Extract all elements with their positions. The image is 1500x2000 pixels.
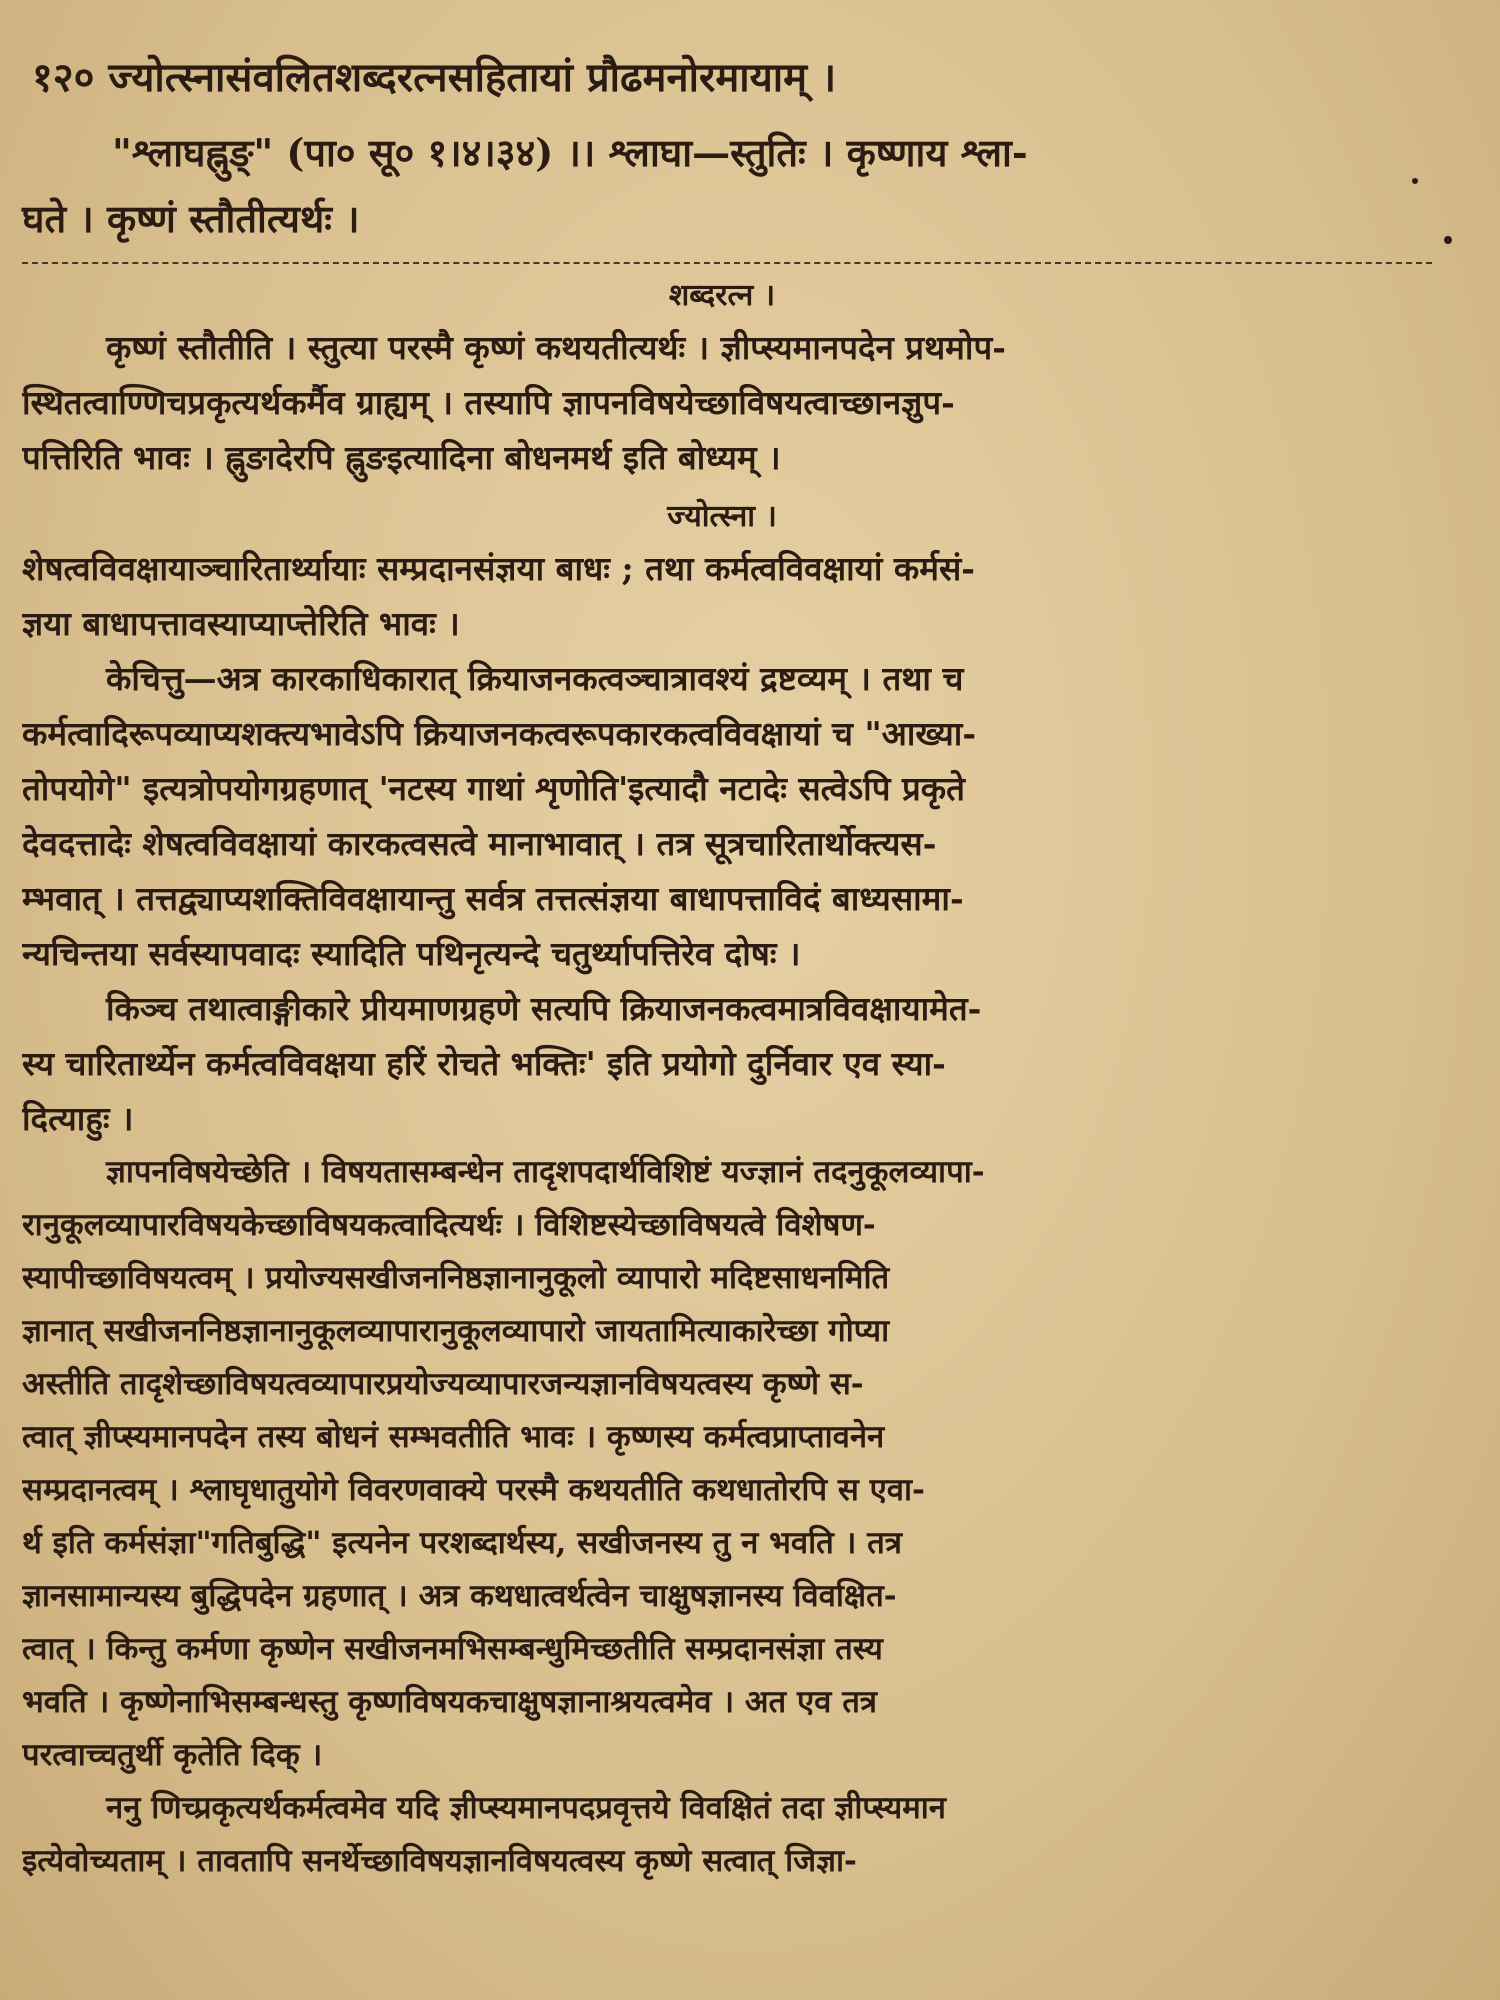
text-line: ज्ञया बाधापत्तावस्याप्याप्त्तेरिति भावः । bbox=[22, 604, 460, 643]
text-line: तोपयोगे" इत्यत्रोपयोगग्रहणात् 'नटस्य गाथां शृणोति'इत्यादौ नटादेः सत्वेऽपि प्रकृते bbox=[22, 769, 965, 808]
text-line: ज्ञानसामान्यस्य बुद्धिपदेन ग्रहणात् । अत्र कथधात्वर्थत्वेन चाक्षुषज्ञानस्य विवक्षित- bbox=[22, 1578, 897, 1614]
sutra-line: "श्लाघह्नुङ्" (पा० सू० १।४।३४) ।। श्लाघा—स्तुतिः । कृष्णाय श्ला- bbox=[112, 130, 1028, 175]
text-line: कृष्णं स्तौतीति । स्तुत्या परस्मै कृष्णं कथयतीत्यर्थः । ज्ञीप्स्यमानपदेन प्रथमोप- bbox=[106, 328, 1006, 367]
jyotsna-paragraph-3 bbox=[22, 981, 1422, 1146]
text-line: ज्ञापनविषयेच्छेति । विषयतासम्बन्धेन तादृशपदार्थविशिष्टं यज्ज्ञानं तदनुकूलव्यापा- bbox=[106, 1154, 985, 1190]
text-line: त्वात् । किन्तु कर्मणा कृष्णेन सखीजनमभिसम्बन्धुमिच्छतीति सम्प्रदानसंज्ञा तस्य bbox=[22, 1631, 883, 1667]
section-divider bbox=[22, 262, 1432, 264]
jyotsna-paragraph-5 bbox=[22, 1782, 1422, 1888]
sutra-line: घते । कृष्णं स्तौतीत्यर्थः । bbox=[22, 196, 360, 241]
jyotsna-heading: ज्योत्स्ना । bbox=[667, 499, 777, 534]
page bbox=[22, 50, 1422, 1888]
ink-speck bbox=[1444, 236, 1452, 244]
text-line: केचित्तु—अत्र कारकाधिकारात् क्रियाजनकत्वञ्चात्रावश्यं द्रष्टव्यम् । तथा च bbox=[106, 659, 964, 698]
text-line: दित्याहुः । bbox=[22, 1099, 134, 1138]
text-line: त्वात् ज्ञीप्स्यमानपदेन तस्य बोधनं सम्भवतीति भावः । कृष्णस्य कर्मत्वप्राप्तावनेन bbox=[22, 1419, 885, 1455]
shabdaratna-commentary bbox=[22, 320, 1422, 485]
jyotsna-paragraph-4 bbox=[22, 1146, 1422, 1782]
ink-speck bbox=[1412, 178, 1418, 184]
text-line: पत्तिरिति भावः । ह्नुङादेरपि ह्नुङइत्यादिना बोधनमर्थ इति बोध्यम् । bbox=[22, 438, 781, 477]
text-line: ज्ञानात् सखीजननिष्ठज्ञानानुकूलव्यापारानुकूलव्यापारो जायतामित्याकारेच्छा गोप्या bbox=[22, 1313, 890, 1349]
text-line: शेषत्वविवक्षायाञ्चारितार्थ्यायाः सम्प्रदानसंज्ञया बाधः ; तथा कर्मत्वविवक्षायां कर्मसं- bbox=[22, 549, 975, 588]
text-line: कर्मत्वादिरूपव्याप्यशक्त्यभावेऽपि क्रियाजनकत्वरूपकारकत्वविवक्षायां च "आख्या- bbox=[22, 714, 977, 753]
running-head: १२० ज्योत्स्नासंवलितशब्दरत्नसहितायां प्रौढमनोरमायाम् । bbox=[32, 54, 837, 101]
sutra-block bbox=[22, 120, 1422, 252]
text-line: इत्येवोच्यताम् । तावतापि सनर्थेच्छाविषयज्ञानविषयत्वस्य कृष्णे सत्वात् जिज्ञा- bbox=[22, 1843, 857, 1879]
text-line: किञ्च तथात्वाङ्गीकारे प्रीयमाणग्रहणे सत्यपि क्रियाजनकत्वमात्रविवक्षायामेत- bbox=[106, 989, 982, 1028]
text-line: अस्तीति तादृशेच्छाविषयत्वव्यापारप्रयोज्यव्यापारजन्यज्ञानविषयत्वस्य कृष्णे स- bbox=[22, 1366, 864, 1402]
text-line: स्थितत्वाण्णिचप्रकृत्यर्थकर्मैव ग्राह्यम् । तस्यापि ज्ञापनविषयेच्छाविषयत्वाच्छानज्ञुप- bbox=[22, 383, 955, 422]
text-line: सम्प्रदानत्वम् । श्लाघृधातुयोगे विवरणवाक्ये परस्मै कथयतीति कथधातोरपि स एवा- bbox=[22, 1472, 925, 1508]
text-line: र्थ इति कर्मसंज्ञा"गतिबुद्धि" इत्यनेन परशब्दार्थस्य, सखीजनस्य तु न भवति । तत्र bbox=[22, 1525, 902, 1561]
text-line: ननु णिच्प्रकृत्यर्थकर्मत्वमेव यदि ज्ञीप्स्यमानपदप्रवृत्तये विवक्षितं तदा ज्ञीप्स्यमान bbox=[106, 1790, 946, 1826]
text-line: स्यापीच्छाविषयत्वम् । प्रयोज्यसखीजननिष्ठज्ञानानुकूलो व्यापारो मदिष्टसाधनमिति bbox=[22, 1260, 890, 1296]
jyotsna-paragraph-1 bbox=[22, 541, 1422, 651]
shabdaratna-heading: शब्दरत्न । bbox=[668, 278, 776, 313]
text-line: देवदत्तादेः शेषत्वविवक्षायां कारकत्वसत्वे मानाभावात् । तत्र सूत्रचारितार्थोक्त्यस- bbox=[22, 824, 937, 863]
text-line: म्भवात् । तत्तद्व्याप्यशक्तिविवक्षायान्तु सर्वत्र तत्तत्संज्ञया बाधापत्ताविदं बाध्यसामा- bbox=[22, 879, 964, 918]
text-line: न्यचिन्तया सर्वस्यापवादः स्यादिति पथिनृत्यन्दे चतुर्थ्यापत्तिरेव दोषः । bbox=[22, 934, 801, 973]
text-line: स्य चारितार्थ्येन कर्मत्वविवक्षया हरिं रोचते भक्तिः' इति प्रयोगो दुर्निवार एव स्या- bbox=[22, 1044, 946, 1083]
jyotsna-paragraph-2 bbox=[22, 651, 1422, 981]
text-line: भवति । कृष्णेनाभिसम्बन्धस्तु कृष्णविषयकचाक्षुषज्ञानाश्रयत्वमेव । अत एव तत्र bbox=[22, 1684, 877, 1720]
text-line: परत्वाच्चतुर्थी कृतेति दिक् । bbox=[22, 1737, 323, 1773]
text-line: रानुकूलव्यापारविषयकेच्छाविषयकत्वादित्यर्थः । विशिष्टस्येच्छाविषयत्वे विशेषण- bbox=[22, 1207, 876, 1243]
